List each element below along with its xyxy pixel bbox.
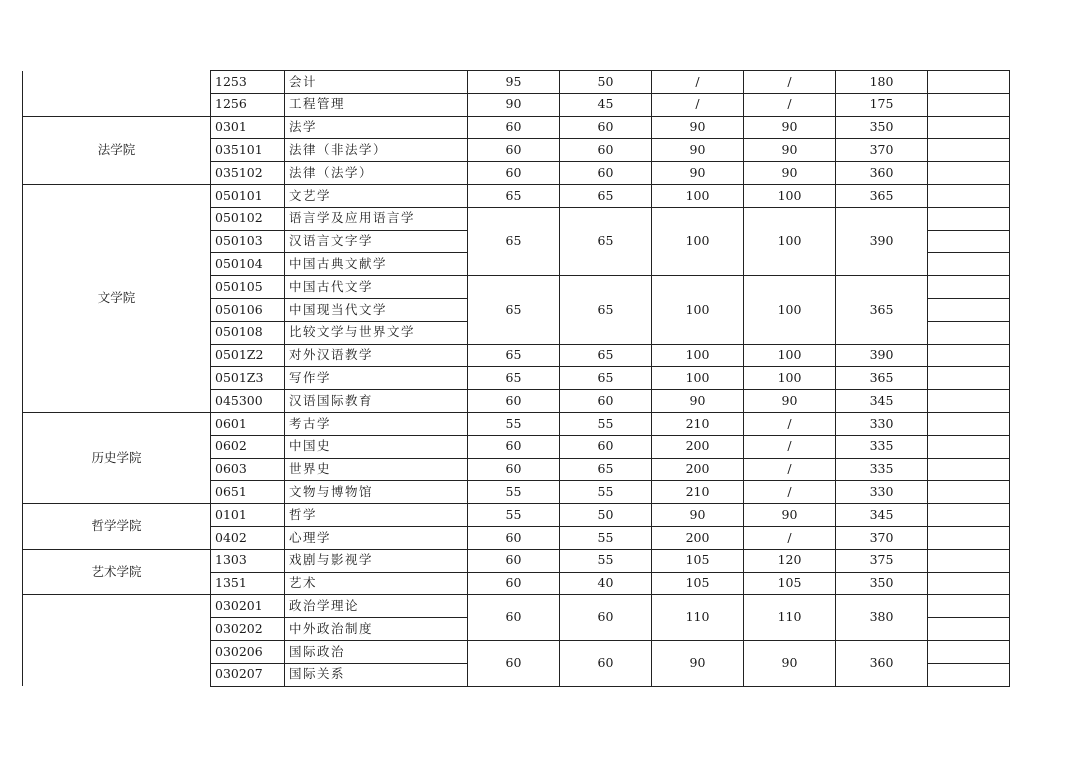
remarks-cell xyxy=(928,549,1010,572)
total-score: 370 xyxy=(836,139,928,162)
major-code: 1351 xyxy=(211,572,285,595)
major-code: 045300 xyxy=(211,390,285,413)
subject2-score: 90 xyxy=(744,139,836,162)
major-name: 中国古代文学 xyxy=(285,276,468,299)
major-name: 心理学 xyxy=(285,526,468,549)
subject2-score: 110 xyxy=(744,595,836,641)
politics-score: 65 xyxy=(468,367,560,390)
total-score: 365 xyxy=(836,276,928,344)
subject2-score: 100 xyxy=(744,207,836,275)
table-row xyxy=(23,116,1010,139)
major-name: 世界史 xyxy=(285,458,468,481)
subject2-score: 120 xyxy=(744,549,836,572)
subject2-score: / xyxy=(744,526,836,549)
major-code: 0651 xyxy=(211,481,285,504)
major-code: 0402 xyxy=(211,526,285,549)
total-score: 360 xyxy=(836,162,928,185)
total-score: 390 xyxy=(836,344,928,367)
subject2-score: / xyxy=(744,481,836,504)
table-row xyxy=(23,549,1010,572)
major-code: 035102 xyxy=(211,162,285,185)
major-name: 写作学 xyxy=(285,367,468,390)
major-code: 050106 xyxy=(211,298,285,321)
college-cell: 文学院 xyxy=(23,184,211,412)
subject1-score: 90 xyxy=(652,640,744,686)
subject2-score: / xyxy=(744,435,836,458)
subject2-score: 100 xyxy=(744,184,836,207)
subject2-score: / xyxy=(744,412,836,435)
major-code: 0602 xyxy=(211,435,285,458)
foreign-language-score: 50 xyxy=(560,71,652,94)
major-code: 050101 xyxy=(211,184,285,207)
major-code: 0101 xyxy=(211,504,285,527)
politics-score: 60 xyxy=(468,390,560,413)
total-score: 330 xyxy=(836,412,928,435)
major-code: 030202 xyxy=(211,618,285,641)
politics-score: 55 xyxy=(468,481,560,504)
subject1-score: 100 xyxy=(652,184,744,207)
score-line-table xyxy=(22,70,1010,687)
subject1-score: 90 xyxy=(652,390,744,413)
total-score: 345 xyxy=(836,390,928,413)
foreign-language-score: 60 xyxy=(560,390,652,413)
subject2-score: 100 xyxy=(744,344,836,367)
major-name: 汉语国际教育 xyxy=(285,390,468,413)
major-code: 0603 xyxy=(211,458,285,481)
subject1-score: 90 xyxy=(652,162,744,185)
major-name: 比较文学与世界文学 xyxy=(285,321,468,344)
politics-score: 65 xyxy=(468,207,560,275)
major-code: 050105 xyxy=(211,276,285,299)
subject1-score: 105 xyxy=(652,572,744,595)
major-name: 哲学 xyxy=(285,504,468,527)
foreign-language-score: 55 xyxy=(560,481,652,504)
politics-score: 60 xyxy=(468,162,560,185)
total-score: 345 xyxy=(836,504,928,527)
college-cell: 艺术学院 xyxy=(23,549,211,595)
remarks-cell xyxy=(928,367,1010,390)
subject1-score: 200 xyxy=(652,458,744,481)
remarks-cell xyxy=(928,162,1010,185)
remarks-cell xyxy=(928,618,1010,641)
subject2-score: 100 xyxy=(744,276,836,344)
subject1-score: / xyxy=(652,71,744,94)
subject1-score: 200 xyxy=(652,435,744,458)
total-score: 330 xyxy=(836,481,928,504)
major-name: 文艺学 xyxy=(285,184,468,207)
major-code: 050104 xyxy=(211,253,285,276)
total-score: 350 xyxy=(836,116,928,139)
subject2-score: / xyxy=(744,71,836,94)
remarks-cell xyxy=(928,71,1010,94)
total-score: 175 xyxy=(836,93,928,116)
subject1-score: / xyxy=(652,93,744,116)
major-code: 030206 xyxy=(211,640,285,663)
major-name: 政治学理论 xyxy=(285,595,468,618)
politics-score: 65 xyxy=(468,344,560,367)
total-score: 375 xyxy=(836,549,928,572)
college-cell xyxy=(23,71,211,117)
major-name: 戏剧与影视学 xyxy=(285,549,468,572)
major-name: 会计 xyxy=(285,71,468,94)
subject2-score: 90 xyxy=(744,116,836,139)
remarks-cell xyxy=(928,321,1010,344)
major-name: 工程管理 xyxy=(285,93,468,116)
politics-score: 60 xyxy=(468,572,560,595)
table-row xyxy=(23,412,1010,435)
total-score: 370 xyxy=(836,526,928,549)
subject2-score: / xyxy=(744,93,836,116)
total-score: 365 xyxy=(836,367,928,390)
table-row xyxy=(23,71,1010,94)
politics-score: 65 xyxy=(468,184,560,207)
foreign-language-score: 45 xyxy=(560,93,652,116)
subject1-score: 110 xyxy=(652,595,744,641)
major-code: 050103 xyxy=(211,230,285,253)
foreign-language-score: 65 xyxy=(560,276,652,344)
remarks-cell xyxy=(928,116,1010,139)
politics-score: 65 xyxy=(468,276,560,344)
politics-score: 90 xyxy=(468,93,560,116)
subject1-score: 100 xyxy=(652,344,744,367)
subject2-score: 90 xyxy=(744,162,836,185)
politics-score: 55 xyxy=(468,412,560,435)
subject1-score: 90 xyxy=(652,504,744,527)
total-score: 180 xyxy=(836,71,928,94)
foreign-language-score: 60 xyxy=(560,139,652,162)
major-code: 1253 xyxy=(211,71,285,94)
major-code: 035101 xyxy=(211,139,285,162)
total-score: 380 xyxy=(836,595,928,641)
foreign-language-score: 50 xyxy=(560,504,652,527)
major-code: 050102 xyxy=(211,207,285,230)
remarks-cell xyxy=(928,595,1010,618)
remarks-cell xyxy=(928,344,1010,367)
table-row xyxy=(23,184,1010,207)
total-score: 360 xyxy=(836,640,928,686)
major-name: 法律（非法学） xyxy=(285,139,468,162)
subject1-score: 100 xyxy=(652,276,744,344)
politics-score: 55 xyxy=(468,504,560,527)
major-name: 艺术 xyxy=(285,572,468,595)
total-score: 350 xyxy=(836,572,928,595)
foreign-language-score: 65 xyxy=(560,207,652,275)
remarks-cell xyxy=(928,572,1010,595)
remarks-cell xyxy=(928,458,1010,481)
subject2-score: 90 xyxy=(744,390,836,413)
remarks-cell xyxy=(928,390,1010,413)
politics-score: 95 xyxy=(468,71,560,94)
foreign-language-score: 65 xyxy=(560,344,652,367)
table-row xyxy=(23,595,1010,618)
major-code: 030201 xyxy=(211,595,285,618)
foreign-language-score: 40 xyxy=(560,572,652,595)
major-name: 文物与博物馆 xyxy=(285,481,468,504)
politics-score: 60 xyxy=(468,116,560,139)
foreign-language-score: 65 xyxy=(560,184,652,207)
foreign-language-score: 65 xyxy=(560,458,652,481)
remarks-cell xyxy=(928,298,1010,321)
foreign-language-score: 55 xyxy=(560,549,652,572)
college-cell: 历史学院 xyxy=(23,412,211,503)
remarks-cell xyxy=(928,184,1010,207)
major-code: 0501Z2 xyxy=(211,344,285,367)
politics-score: 60 xyxy=(468,640,560,686)
major-name: 语言学及应用语言学 xyxy=(285,207,468,230)
major-name: 中国古典文献学 xyxy=(285,253,468,276)
remarks-cell xyxy=(928,93,1010,116)
major-name: 国际政治 xyxy=(285,640,468,663)
remarks-cell xyxy=(928,526,1010,549)
major-name: 中国史 xyxy=(285,435,468,458)
major-code: 030207 xyxy=(211,663,285,686)
college-cell: 哲学学院 xyxy=(23,504,211,550)
subject1-score: 200 xyxy=(652,526,744,549)
major-code: 050108 xyxy=(211,321,285,344)
table-row xyxy=(23,504,1010,527)
remarks-cell xyxy=(928,139,1010,162)
foreign-language-score: 60 xyxy=(560,595,652,641)
major-code: 1256 xyxy=(211,93,285,116)
total-score: 335 xyxy=(836,435,928,458)
major-name: 中国现当代文学 xyxy=(285,298,468,321)
remarks-cell xyxy=(928,435,1010,458)
foreign-language-score: 60 xyxy=(560,162,652,185)
major-name: 对外汉语教学 xyxy=(285,344,468,367)
college-cell: 法学院 xyxy=(23,116,211,184)
major-name: 法学 xyxy=(285,116,468,139)
major-name: 汉语言文字学 xyxy=(285,230,468,253)
subject2-score: 105 xyxy=(744,572,836,595)
college-cell xyxy=(23,595,211,686)
subject2-score: 90 xyxy=(744,504,836,527)
remarks-cell xyxy=(928,253,1010,276)
subject1-score: 105 xyxy=(652,549,744,572)
subject1-score: 100 xyxy=(652,207,744,275)
remarks-cell xyxy=(928,230,1010,253)
remarks-cell xyxy=(928,481,1010,504)
subject1-score: 210 xyxy=(652,481,744,504)
politics-score: 60 xyxy=(468,526,560,549)
subject2-score: / xyxy=(744,458,836,481)
remarks-cell xyxy=(928,276,1010,299)
remarks-cell xyxy=(928,504,1010,527)
total-score: 365 xyxy=(836,184,928,207)
foreign-language-score: 60 xyxy=(560,640,652,686)
major-code: 0601 xyxy=(211,412,285,435)
major-name: 国际关系 xyxy=(285,663,468,686)
total-score: 390 xyxy=(836,207,928,275)
major-code: 0501Z3 xyxy=(211,367,285,390)
foreign-language-score: 55 xyxy=(560,526,652,549)
politics-score: 60 xyxy=(468,458,560,481)
major-code: 1303 xyxy=(211,549,285,572)
politics-score: 60 xyxy=(468,139,560,162)
foreign-language-score: 60 xyxy=(560,116,652,139)
politics-score: 60 xyxy=(468,435,560,458)
foreign-language-score: 60 xyxy=(560,435,652,458)
subject2-score: 90 xyxy=(744,640,836,686)
remarks-cell xyxy=(928,663,1010,686)
total-score: 335 xyxy=(836,458,928,481)
subject1-score: 100 xyxy=(652,367,744,390)
subject1-score: 210 xyxy=(652,412,744,435)
politics-score: 60 xyxy=(468,549,560,572)
politics-score: 60 xyxy=(468,595,560,641)
major-name: 考古学 xyxy=(285,412,468,435)
foreign-language-score: 55 xyxy=(560,412,652,435)
major-name: 法律（法学） xyxy=(285,162,468,185)
remarks-cell xyxy=(928,412,1010,435)
subject2-score: 100 xyxy=(744,367,836,390)
subject1-score: 90 xyxy=(652,139,744,162)
foreign-language-score: 65 xyxy=(560,367,652,390)
remarks-cell xyxy=(928,207,1010,230)
remarks-cell xyxy=(928,640,1010,663)
major-name: 中外政治制度 xyxy=(285,618,468,641)
subject1-score: 90 xyxy=(652,116,744,139)
major-code: 0301 xyxy=(211,116,285,139)
